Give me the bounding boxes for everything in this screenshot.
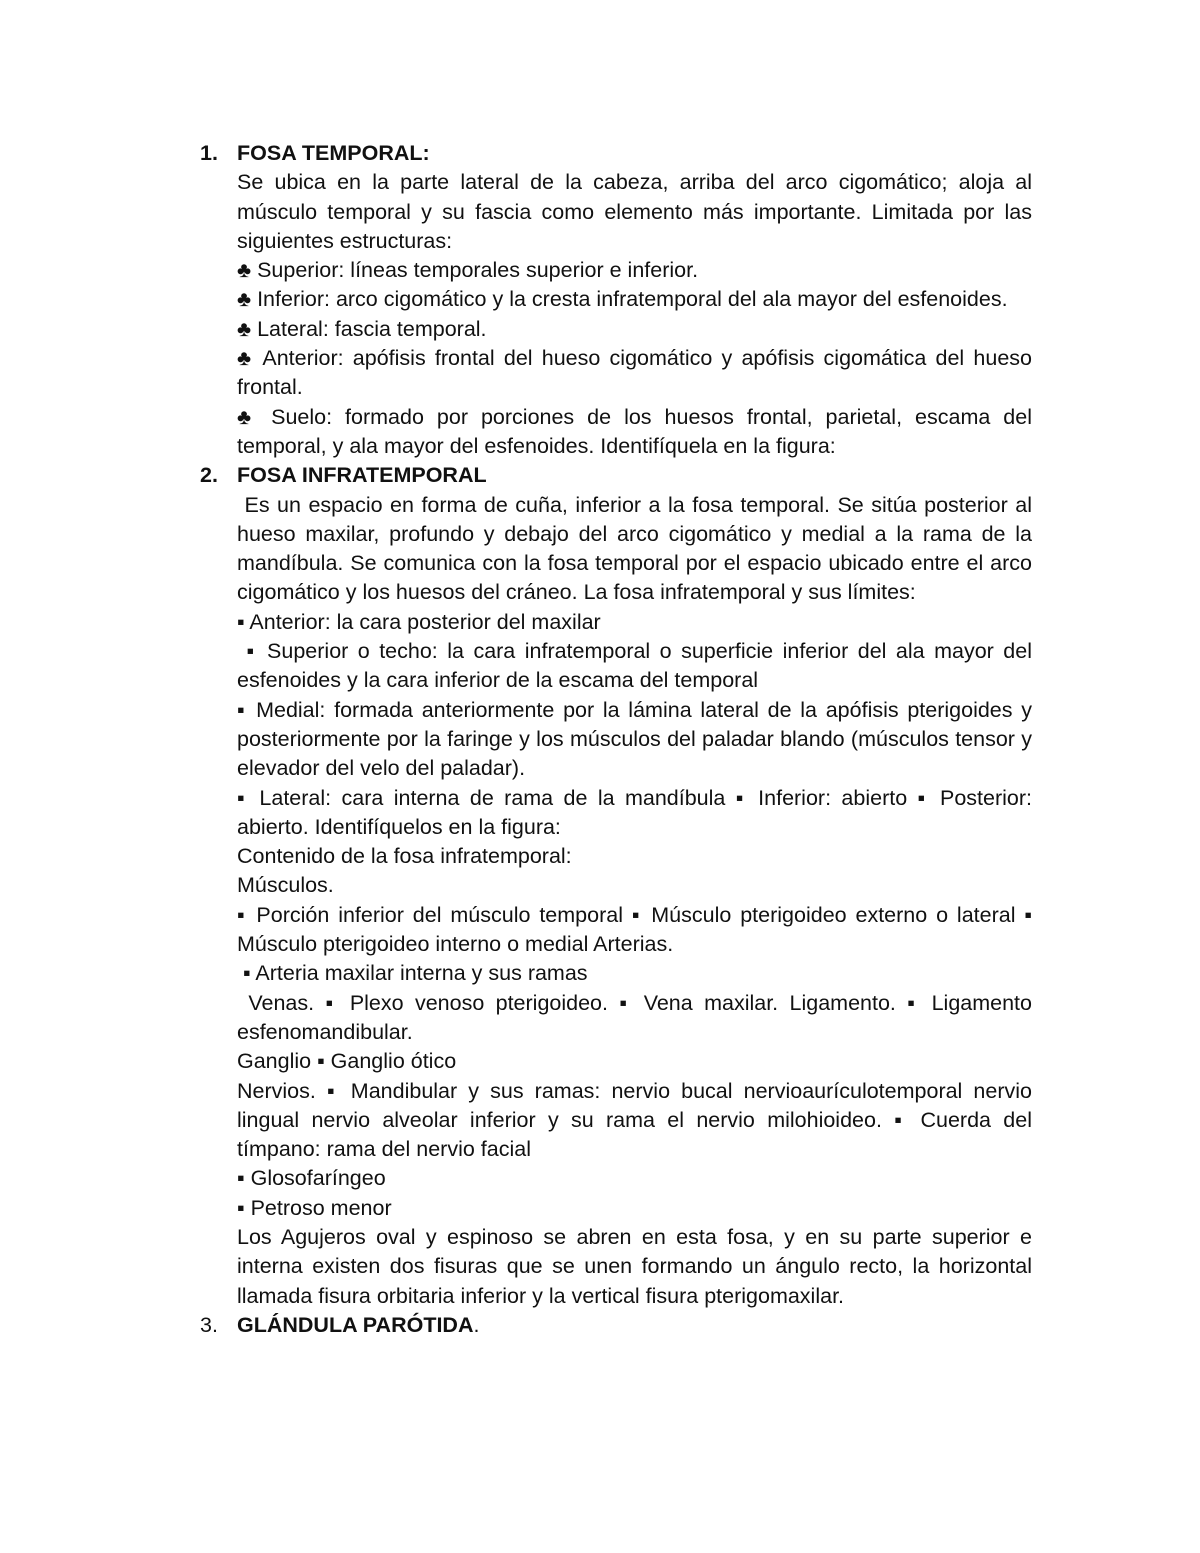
section-number: 3. [200, 1312, 218, 1337]
section-glandula-parotida [200, 1311, 1032, 1340]
section-number: 2. [200, 463, 218, 488]
heading-suffix: . [473, 1312, 480, 1337]
list-item: ▪ Arteria maxilar interna y sus ramas [237, 961, 588, 986]
paragraph: Se ubica en la parte lateral de la cabeza, arriba del arco cigomático; aloja al músculo temporal y su fascia como elemento más importante. Limitada por las siguientes estructuras: [237, 170, 1032, 253]
document-body [200, 139, 1038, 1340]
paragraph: Músculos. [237, 873, 334, 898]
list-item: ▪ Superior o techo: la cara infratemporal o superficie inferior del ala mayor del esfenoides y la cara inferior de la escama del temporal [237, 639, 1038, 693]
section-fosa-temporal [200, 139, 1032, 461]
list-item: ▪ Lateral: cara interna de rama de la mandíbula ▪ Inferior: abierto ▪ Posterior: abierto. Identifíquelos en la figura: [237, 785, 1032, 839]
section-number: 1. [200, 141, 218, 165]
list-item: ▪ Porción inferior del músculo temporal ▪ Músculo pterigoideo externo o lateral ▪ Músculo pterigoideo interno o medial Arterias. [237, 902, 1032, 957]
paragraph: Contenido de la fosa infratemporal: [237, 844, 572, 869]
section-heading: GLÁNDULA PARÓTIDA [237, 1312, 474, 1337]
list-item: ▪ Glosofaríngeo [237, 1166, 386, 1191]
list-item: ♣ Anterior: apófisis frontal del hueso cigomático y apófisis cigomática del hueso frontal. [237, 346, 1032, 400]
paragraph: Nervios. ▪ Mandibular y sus ramas: nervio bucal nervioaurículotemporal nervio lingual nervio alveolar inferior y su rama el nervio milohioideo. ▪ Cuerda del tímpano: rama del nervio facial [237, 1078, 1032, 1162]
list-item: ▪ Petroso menor [237, 1195, 392, 1220]
paragraph: Es un espacio en forma de cuña, inferior a la fosa temporal. Se sitúa posterior al hueso maxilar, profundo y debajo del arco cigomático y medial a la rama de la mandíbula. Se comunica con la fosa temporal por el espacio ubicado entre el arco cigomático y los huesos del cráneo. La fosa infratemporal y sus límites: [237, 492, 1038, 605]
paragraph: Los Agujeros oval y espinoso se abren en esta fosa, y en su parte superior e interna existen dos fisuras que se unen formando un ángulo recto, la horizontal llamada fisura orbitaria inferior y la vertical fisura pterigomaxilar. [237, 1224, 1032, 1308]
section-heading: FOSA TEMPORAL: [237, 141, 430, 165]
section-fosa-infratemporal [200, 461, 1038, 1311]
list-item: ♣ Inferior: arco cigomático y la cresta infratemporal del ala mayor del esfenoides. [237, 287, 1008, 312]
section-heading: FOSA INFRATEMPORAL [237, 463, 487, 488]
paragraph: Ganglio ▪ Ganglio ótico [237, 1049, 457, 1074]
list-item: ▪ Anterior: la cara posterior del maxilar [237, 609, 601, 634]
list-item: ▪ Medial: formada anteriormente por la lámina lateral de la apófisis pterigoides y posteriormente por la faringe y los músculos del paladar blando (músculos tensor y elevador del velo del paladar). [237, 697, 1032, 781]
list-item: ♣ Superior: líneas temporales superior e inferior. [237, 258, 699, 283]
paragraph: Venas. ▪ Plexo venoso pterigoideo. ▪ Vena maxilar. Ligamento. ▪ Ligamento esfenomandibular. [237, 990, 1038, 1044]
list-item: ♣ Lateral: fascia temporal. [237, 316, 487, 341]
list-item: ♣ Suelo: formado por porciones de los huesos frontal, parietal, escama del temporal, y ala mayor del esfenoides. Identifíquela en la figura: [237, 404, 1032, 458]
